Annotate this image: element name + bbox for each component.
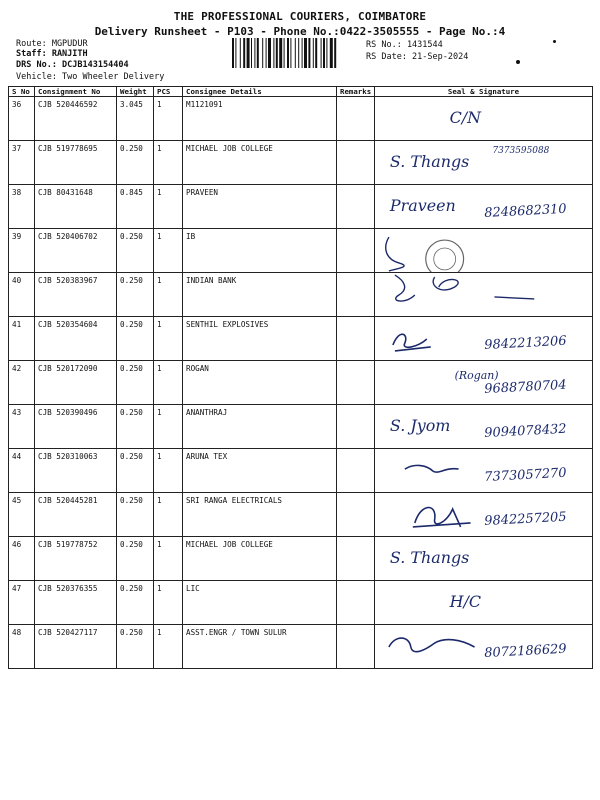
handwritten-phone: 8072186629: [483, 641, 567, 662]
pcs-cell: 1: [154, 141, 183, 185]
runsheet-subtitle: Delivery Runsheet - P103 - Phone No.:0422-3505555 - Page No.:4: [94, 25, 506, 38]
handwritten-signature: [375, 449, 592, 492]
signature-cell: [375, 493, 593, 537]
weight-cell: 0.250: [117, 405, 154, 449]
pcs-cell: 1: [154, 625, 183, 669]
sno-cell: 44: [9, 449, 35, 493]
handwritten-phone: 9688780704: [483, 377, 567, 398]
remarks-cell: [337, 97, 375, 141]
signature-cell: [375, 185, 593, 229]
sno-cell: 43: [9, 405, 35, 449]
table-row: [9, 625, 593, 669]
table-row: [9, 273, 593, 317]
signature-cell: [375, 581, 593, 625]
consignee-cell: ARUNA TEX: [183, 449, 337, 493]
table-row: [9, 537, 593, 581]
sno-cell: 48: [9, 625, 35, 669]
column-header-consignee: Consignee Details: [183, 87, 337, 97]
handwritten-name: S. Thangs: [389, 547, 470, 567]
consignee-cell: IB: [183, 229, 337, 273]
remarks-cell: [337, 317, 375, 361]
scan-speck: [516, 60, 520, 64]
handwritten-name: S. Thangs: [389, 151, 470, 171]
pcs-cell: 1: [154, 229, 183, 273]
handwritten-phone: 9842213206: [483, 333, 567, 354]
signature-cell: [375, 141, 593, 185]
remarks-cell: [337, 493, 375, 537]
column-header-pcs: PCS: [154, 87, 183, 97]
weight-cell: 0.250: [117, 141, 154, 185]
signature-cell: [375, 317, 593, 361]
sno-cell: 46: [9, 537, 35, 581]
handwritten-signature: [375, 405, 592, 448]
sno-cell: 40: [9, 273, 35, 317]
handwritten-name: Praveen: [389, 195, 456, 215]
table-header-row: [9, 87, 593, 97]
sno-cell: 41: [9, 317, 35, 361]
sno-cell: 36: [9, 97, 35, 141]
table-row: [9, 493, 593, 537]
column-header-sno: S No: [9, 87, 35, 97]
column-header-remarks: Remarks: [337, 87, 375, 97]
handwritten-signature: [375, 97, 592, 140]
remarks-cell: [337, 449, 375, 493]
rs-date: RS Date: 21-Sep-2024: [366, 52, 469, 62]
remarks-cell: [337, 273, 375, 317]
bank-seal-stamp: [426, 240, 464, 272]
weight-cell: 0.250: [117, 625, 154, 669]
handwritten-signature: [375, 581, 592, 624]
signature-cell: [375, 625, 593, 669]
weight-cell: 0.250: [117, 581, 154, 625]
handwritten-name: (Rogan): [454, 369, 499, 383]
signature-cell: [375, 229, 593, 273]
weight-cell: 0.250: [117, 493, 154, 537]
remarks-cell: [337, 625, 375, 669]
handwritten-signature: [375, 185, 592, 228]
consignee-cell: M1121091: [183, 97, 337, 141]
handwritten-phone: 9094078432: [483, 421, 567, 442]
handwritten-signature: [375, 229, 592, 272]
table-row: [9, 97, 593, 141]
delivery-table: [8, 86, 593, 669]
scan-speck: [553, 40, 556, 43]
pcs-cell: 1: [154, 405, 183, 449]
table-row: [9, 317, 593, 361]
rs-number: RS No.: 1431544: [366, 40, 443, 50]
remarks-cell: [337, 405, 375, 449]
consignee-cell: ROGAN: [183, 361, 337, 405]
consignee-cell: LIC: [183, 581, 337, 625]
sno-cell: 39: [9, 229, 35, 273]
weight-cell: 0.250: [117, 229, 154, 273]
table-row: [9, 229, 593, 273]
signature-cell: [375, 405, 593, 449]
column-header-seal-signature: Seal & Signature: [375, 87, 593, 97]
company-title: THE PROFESSIONAL COURIERS, COIMBATORE: [173, 10, 427, 23]
consignee-cell: SRI RANGA ELECTRICALS: [183, 493, 337, 537]
consignment-cell: CJB 80431648: [35, 185, 117, 229]
consignment-cell: CJB 519778695: [35, 141, 117, 185]
handwritten-name: H/C: [449, 591, 482, 611]
handwritten-signature: [375, 625, 592, 668]
signature-cell: [375, 97, 593, 141]
remarks-cell: [337, 229, 375, 273]
consignment-cell: CJB 520446592: [35, 97, 117, 141]
handwritten-name: S. Jyom: [389, 415, 451, 435]
handwritten-phone: 8248682310: [483, 201, 567, 222]
weight-cell: 0.845: [117, 185, 154, 229]
consignee-cell: PRAVEEN: [183, 185, 337, 229]
remarks-cell: [337, 537, 375, 581]
handwritten-phone: 7373595088: [492, 146, 550, 157]
route-label: Route: MGPUDUR: [16, 39, 88, 49]
consignment-cell: CJB 520427117: [35, 625, 117, 669]
weight-cell: 0.250: [117, 449, 154, 493]
table-body: [9, 97, 593, 669]
column-header-consignment: Consignment No: [35, 87, 117, 97]
handwritten-signature: [375, 317, 592, 360]
table-row: [9, 361, 593, 405]
handwritten-signature: [375, 493, 592, 536]
handwritten-signature: [375, 361, 592, 404]
handwritten-name: C/N: [449, 107, 482, 127]
table-row: [9, 449, 593, 493]
staff-label: Staff: RANJITH: [16, 49, 88, 59]
pcs-cell: 1: [154, 581, 183, 625]
pcs-cell: 1: [154, 537, 183, 581]
weight-cell: 0.250: [117, 361, 154, 405]
sno-cell: 45: [9, 493, 35, 537]
sno-cell: 42: [9, 361, 35, 405]
pcs-cell: 1: [154, 273, 183, 317]
consignment-cell: CJB 519778752: [35, 537, 117, 581]
handwritten-phone: 9842257205: [483, 509, 567, 530]
weight-cell: 0.250: [117, 273, 154, 317]
consignee-cell: ANANTHRAJ: [183, 405, 337, 449]
consignment-cell: CJB 520390496: [35, 405, 117, 449]
pcs-cell: 1: [154, 449, 183, 493]
weight-cell: 0.250: [117, 537, 154, 581]
consignment-cell: CJB 520406702: [35, 229, 117, 273]
consignee-cell: SENTHIL EXPLOSIVES: [183, 317, 337, 361]
handwritten-signature: [375, 273, 592, 316]
table-row: [9, 141, 593, 185]
consignment-cell: CJB 520310063: [35, 449, 117, 493]
table-row: [9, 581, 593, 625]
handwritten-signature: [375, 537, 592, 580]
signature-cell: [375, 273, 593, 317]
pcs-cell: 1: [154, 317, 183, 361]
signature-cell: [375, 537, 593, 581]
column-header-weight: Weight: [117, 87, 154, 97]
vehicle-label: Vehicle: Two Wheeler Delivery: [16, 72, 165, 82]
remarks-cell: [337, 185, 375, 229]
signature-cell: [375, 449, 593, 493]
table-row: [9, 185, 593, 229]
sno-cell: 47: [9, 581, 35, 625]
consignee-cell: MICHAEL JOB COLLEGE: [183, 141, 337, 185]
pcs-cell: 1: [154, 97, 183, 141]
barcode-image: [232, 38, 360, 68]
consignment-cell: CJB 520445281: [35, 493, 117, 537]
table-row: [9, 405, 593, 449]
consignment-cell: CJB 520172090: [35, 361, 117, 405]
signature-cell: [375, 361, 593, 405]
remarks-cell: [337, 581, 375, 625]
pcs-cell: 1: [154, 185, 183, 229]
sno-cell: 38: [9, 185, 35, 229]
handwritten-signature: [375, 141, 592, 184]
remarks-cell: [337, 141, 375, 185]
weight-cell: 3.045: [117, 97, 154, 141]
consignment-cell: CJB 520376355: [35, 581, 117, 625]
weight-cell: 0.250: [117, 317, 154, 361]
sno-cell: 37: [9, 141, 35, 185]
pcs-cell: 1: [154, 493, 183, 537]
consignment-cell: CJB 520354604: [35, 317, 117, 361]
pcs-cell: 1: [154, 361, 183, 405]
consignment-cell: CJB 520383967: [35, 273, 117, 317]
remarks-cell: [337, 361, 375, 405]
consignee-cell: INDIAN BANK: [183, 273, 337, 317]
consignee-cell: MICHAEL JOB COLLEGE: [183, 537, 337, 581]
handwritten-phone: 7373057270: [483, 465, 567, 486]
consignee-cell: ASST.ENGR / TOWN SULUR: [183, 625, 337, 669]
drs-number: DRS No.: DCJB143154404: [16, 60, 129, 70]
